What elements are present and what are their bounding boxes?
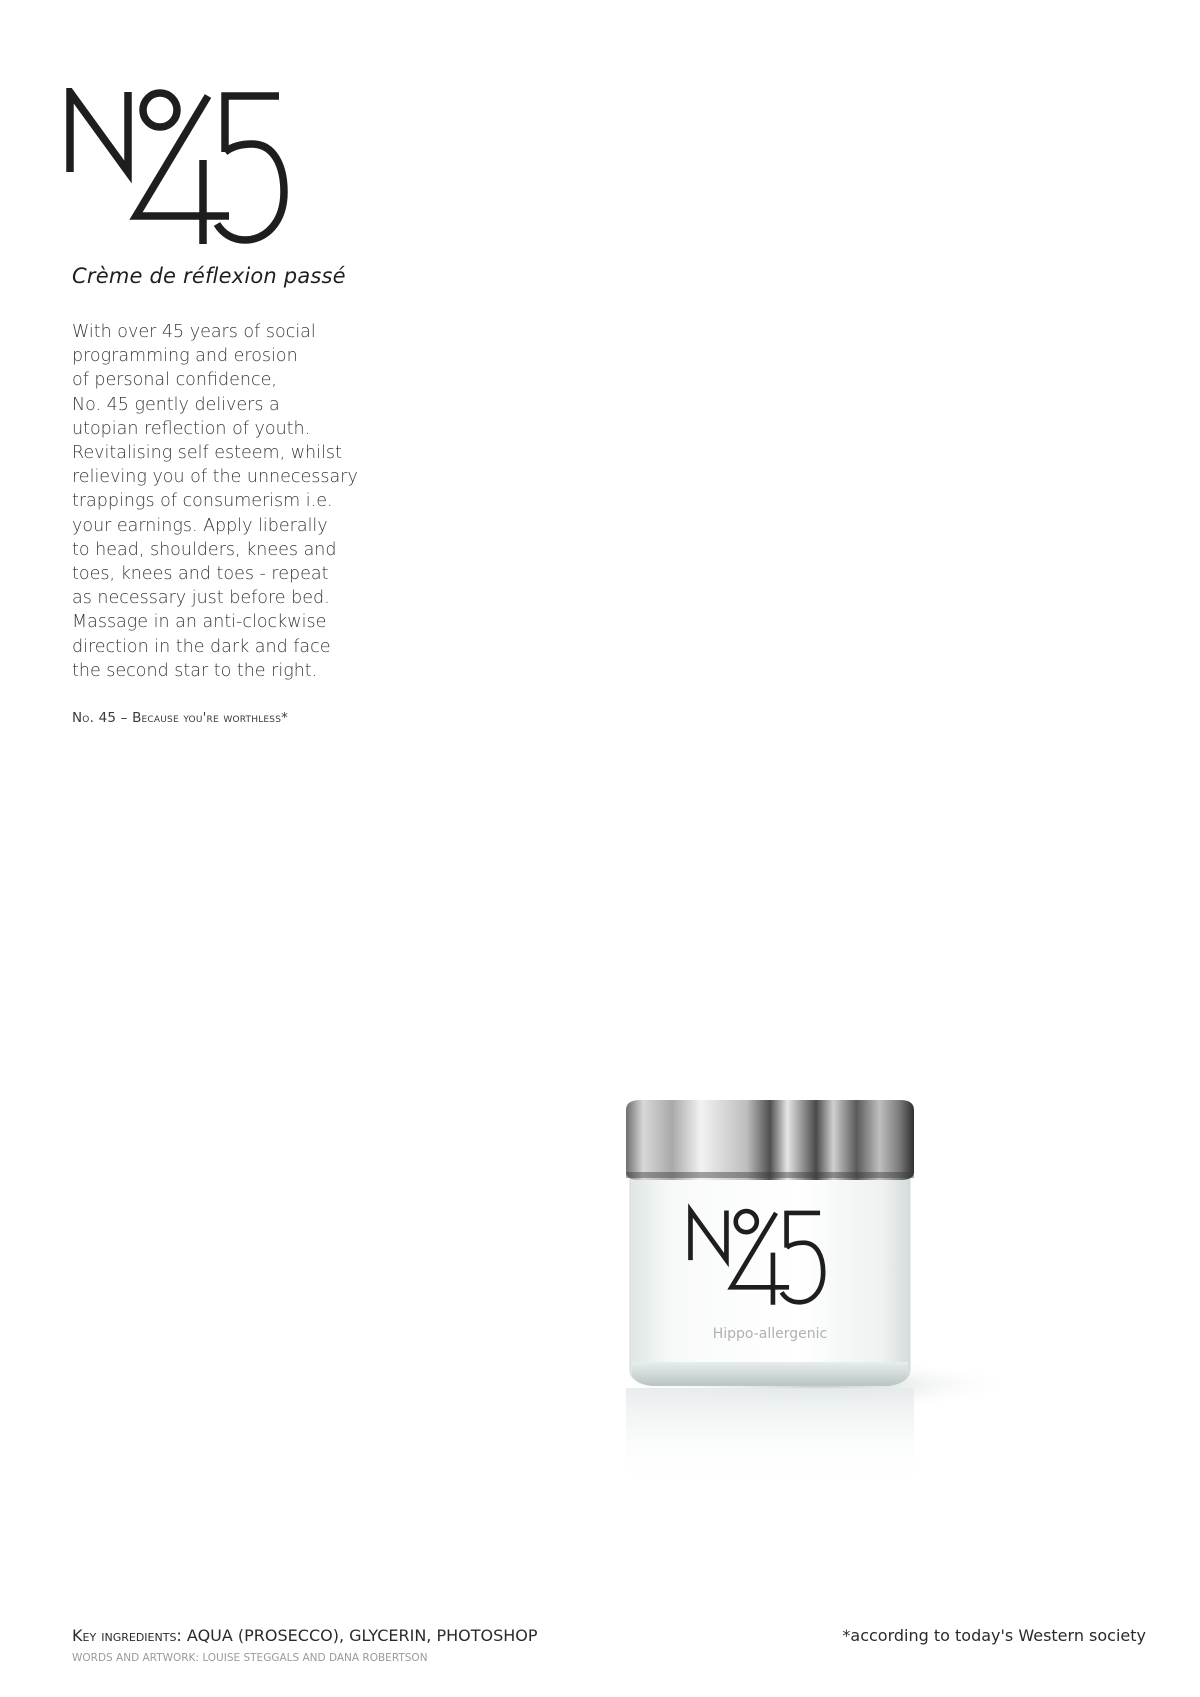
- footnote: *according to today's Western society: [842, 1626, 1146, 1645]
- body-copy-line: Massage in an anti-clockwise: [72, 612, 327, 633]
- body-copy-line: relieving you of the unnecessary: [72, 467, 358, 488]
- credits: WORDS AND ARTWORK: LOUISE STEGGALS AND DANA ROBERTSON: [72, 1652, 428, 1664]
- body-copy-line: your earnings. Apply liberally: [72, 515, 328, 536]
- body-copy-line: utopian reflection of youth.: [72, 418, 311, 439]
- body-copy-line: toes, knees and toes - repeat: [72, 564, 329, 585]
- jar-label-subtext: Hippo-allergenic: [712, 1326, 828, 1342]
- product-jar: [620, 1100, 1020, 1500]
- brand-logo: [66, 88, 316, 248]
- body-copy-line: direction in the dark and face: [72, 636, 331, 657]
- body-copy-line: programming and erosion: [72, 346, 298, 367]
- product-tagline: Crème de réflexion passé: [72, 264, 346, 288]
- body-copy-line: the second star to the right.: [72, 660, 318, 681]
- body-copy-line: to head, shoulders, knees and: [72, 539, 337, 560]
- body-copy-line: Revitalising self esteem, whilst: [72, 443, 342, 464]
- body-copy: [72, 320, 372, 683]
- slogan: No. 45 – Because you're worthless*: [72, 710, 289, 726]
- body-copy-line: of personal confidence,: [72, 370, 277, 391]
- body-copy-line: With over 45 years of social: [72, 322, 316, 342]
- body-copy-line: No. 45 gently delivers a: [72, 394, 280, 415]
- body-copy-line: trappings of consumerism i.e.: [72, 491, 333, 512]
- body-copy-line: as necessary just before bed.: [72, 588, 330, 609]
- key-ingredients: Key ingredients: AQUA (PROSECCO), GLYCERIN, PHOTOSHOP: [72, 1626, 538, 1645]
